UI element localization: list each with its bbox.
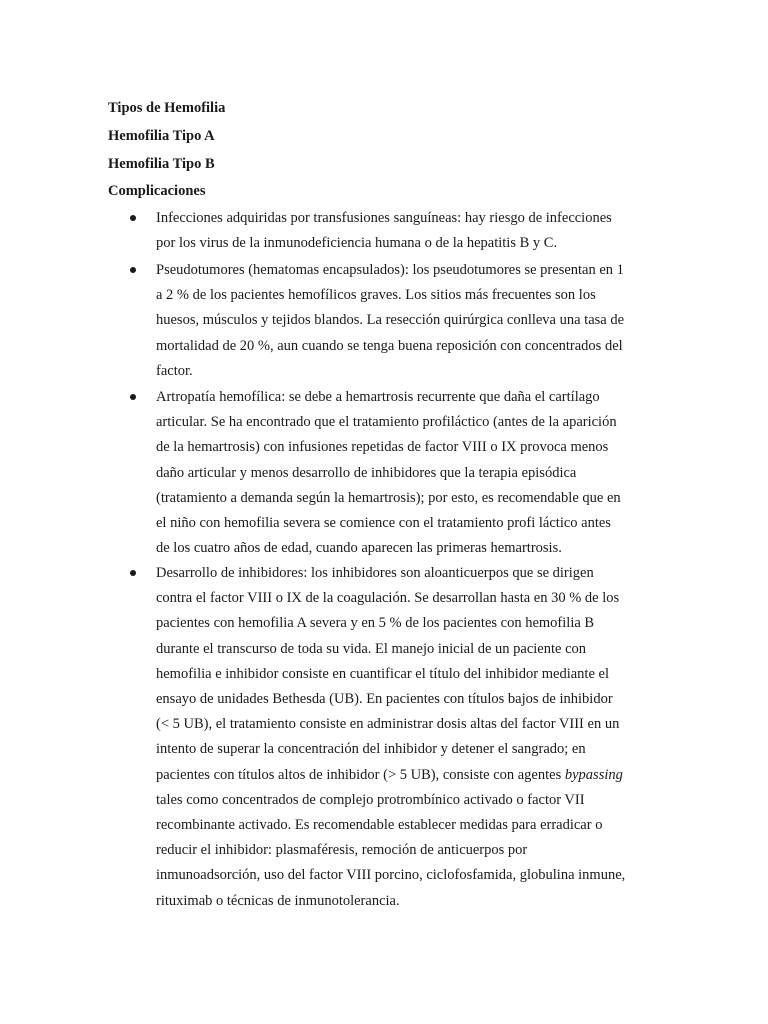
text-line: huesos, músculos y tejidos blandos. La resección quirúrgica conlleva una tasa de xyxy=(156,312,625,329)
bullet-dot-icon xyxy=(130,570,136,576)
text-line: de los cuatro años de edad, cuando aparecen las primeras hemartrosis. xyxy=(156,540,562,557)
text-line: tales como concentrados de complejo protrombínico activado o factor VII xyxy=(156,791,585,808)
list-item-inhibidores xyxy=(156,561,662,914)
list-item-infecciones xyxy=(156,206,662,256)
bullet-dot-icon xyxy=(130,267,136,273)
italic-term: bypassing xyxy=(564,766,623,783)
text-line: recombinante activado. Es recomendable establecer medidas para erradicar o xyxy=(156,817,603,834)
text-line: intento de superar la concentración del inhibidor y detener el sangrado; en xyxy=(156,741,586,758)
text-line: Pseudotumores (hematomas encapsulados): los pseudotumores se presentan en 1 xyxy=(156,262,624,278)
text-line: por los virus de la inmunodeficiencia humana o de la hepatitis B y C. xyxy=(156,235,558,252)
text-line: de la hemartrosis) con infusiones repetidas de factor VIII o IX provoca menos xyxy=(156,439,609,456)
text-line: (< 5 UB), el tratamiento consiste en administrar dosis altas del factor VIII en un xyxy=(156,716,620,733)
text-line: factor. xyxy=(156,362,193,379)
heading-complicaciones: Complicaciones xyxy=(108,183,206,199)
text-line: rituximab o técnicas de inmunotolerancia. xyxy=(156,892,400,909)
text-line: durante el transcurso de toda su vida. El manejo inicial de un paciente con xyxy=(156,640,587,657)
text-line: a 2 % de los pacientes hemofílicos graves. Los sitios más frecuentes son los xyxy=(156,287,596,304)
text-line: contra el factor VIII o IX de la coagulación. Se desarrollan hasta en 30 % de los xyxy=(156,590,620,607)
text-line: pacientes con hemofilia A severa y en 5 % de los pacientes con hemofilia B xyxy=(156,615,595,632)
text-line: daño articular y menos desarrollo de inhibidores que la terapia episódica xyxy=(156,464,577,481)
list-item-pseudotumores xyxy=(156,258,662,384)
text-line: Artropatía hemofílica: se debe a hemartrosis recurrente que daña el cartílago xyxy=(156,389,600,405)
heading-hemofilia-tipo-a: Hemofilia Tipo A xyxy=(108,128,215,144)
text-line: articular. Se ha encontrado que el tratamiento profiláctico (antes de la aparición xyxy=(156,414,617,431)
bullet-dot-icon xyxy=(130,215,136,221)
text-line: mortalidad de 20 %, aun cuando se tenga buena reposición con concentrados del xyxy=(156,337,623,354)
text-fragment: pacientes con títulos altos de inhibidor (> 5 UB), consiste con agentes xyxy=(156,766,565,783)
text-line xyxy=(156,763,662,788)
text-line: Infecciones adquiridas por transfusiones sanguíneas: hay riesgo de infecciones xyxy=(156,210,612,226)
heading-tipos-de-hemofilia: Tipos de Hemofilia xyxy=(108,100,226,116)
text-line: inmunoadsorción, uso del factor VIII porcino, ciclofosfamida, globulina inmune, xyxy=(156,867,626,884)
text-line: el niño con hemofilia severa se comience con el tratamiento profi láctico antes xyxy=(156,515,611,532)
text-line: Desarrollo de inhibidores: los inhibidores son aloanticuerpos que se dirigen xyxy=(156,565,594,581)
text-line: hemofilia e inhibidor consiste en cuantificar el título del inhibidor mediante el xyxy=(156,665,609,682)
text-line: (tratamiento a demanda según la hemartrosis); por esto, es recomendable que en xyxy=(156,489,621,506)
bullet-dot-icon xyxy=(130,394,136,400)
heading-hemofilia-tipo-b: Hemofilia Tipo B xyxy=(108,156,215,172)
text-line: reducir el inhibidor: plasmaféresis, remoción de anticuerpos por xyxy=(156,842,528,859)
list-item-artropatia xyxy=(156,385,662,561)
text-line: ensayo de unidades Bethesda (UB). En pacientes con títulos bajos de inhibidor xyxy=(156,691,613,708)
